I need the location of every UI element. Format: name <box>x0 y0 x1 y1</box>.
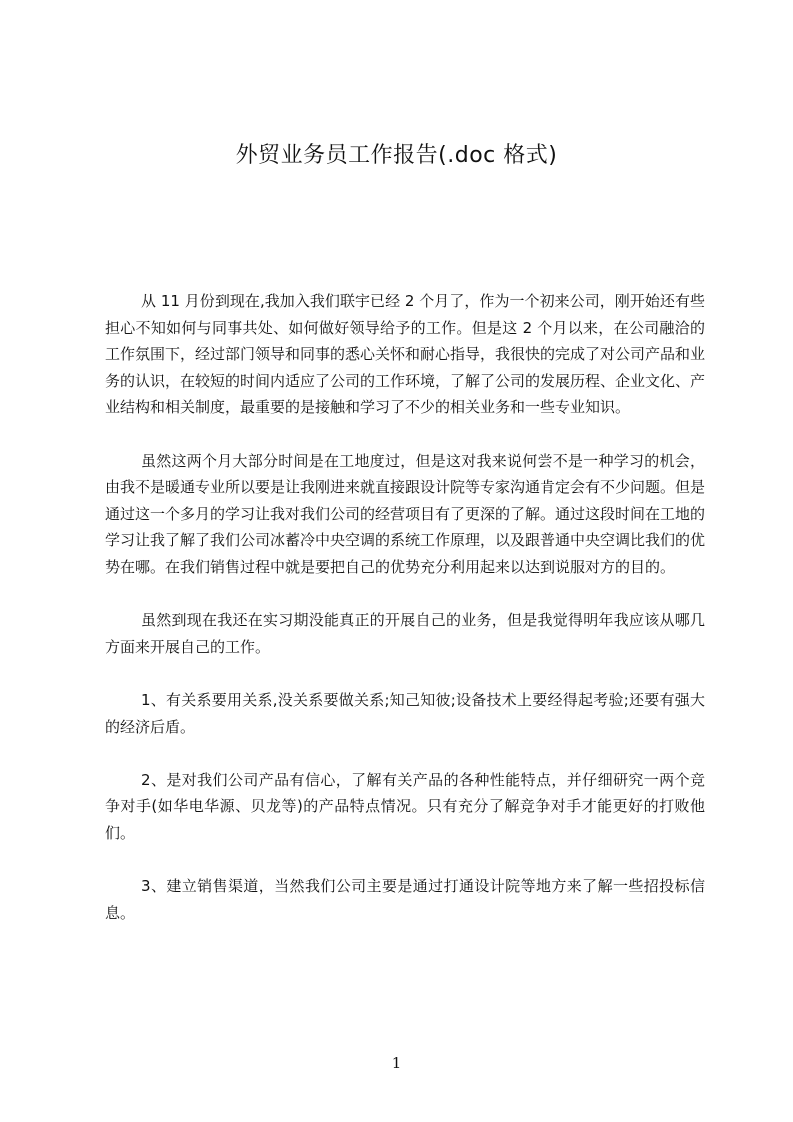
document-title: 外贸业务员工作报告(.doc 格式) <box>235 143 558 168</box>
paragraph-intro: 从 11 月份到现在,我加入我们联宇已经 2 个月了，作为一个初来公司，刚开始还有些担心不知如何与同事共处、如何做好领导给予的工作。但是这 2 个月以来，在公司融洽的工作氛围下，经过部门领导和同事的悉心关怀和耐心指导，我很快的完成了对公司产品和业务的认识，在较短的时间内适应了公司的工作环境，了解了公司的发展历程、企业文化、产业结构和相关制度，最重要的是接触和学习了不少的相关业务和一些专业知识。 <box>105 292 706 417</box>
paragraph-plan-item-2: 2、是对我们公司产品有信心，了解有关产品的各种性能特点，并仔细研究一两个竞争对手(如华电华源、贝龙等)的产品特点情况。只有充分了解竞争对手才能更好的打败他们。 <box>105 770 705 842</box>
paragraph-plan-item-1: 1、有关系要用关系,没关系要做关系;知己知彼;设备技术上要经得起考验;还要有强大的经济后盾。 <box>105 690 705 736</box>
paragraph-plan-item-3: 3、建立销售渠道，当然我们公司主要是通过打通设计院等地方来了解一些招投标信息。 <box>105 877 705 922</box>
paragraph-worksite-learning: 虽然这两个月大部分时间是在工地度过，但是这对我来说何尝不是一种学习的机会，由我不是暖通专业所以要是让我刚进来就直接跟设计院等专家沟通肯定会有不少问题。但是通过这一个多月的学习让我对我们公司的经营项目有了更深的了解。通过这段时间在工地的学习让我了解了我们公司冰蓄冷中央空调的系统工作原理，以及跟普通中央空调比我们的优势在哪。在我们销售过程中就是要把自己的优势充分利用起来以达到说服对方的目的。 <box>105 451 706 576</box>
paragraph-plan-intro: 虽然到现在我还在实习期没能真正的开展自己的业务，但是我觉得明年我应该从哪几方面来开展自己的工作。 <box>105 611 705 656</box>
document-body <box>105 288 705 953</box>
page-number: 1 <box>391 1054 402 1072</box>
